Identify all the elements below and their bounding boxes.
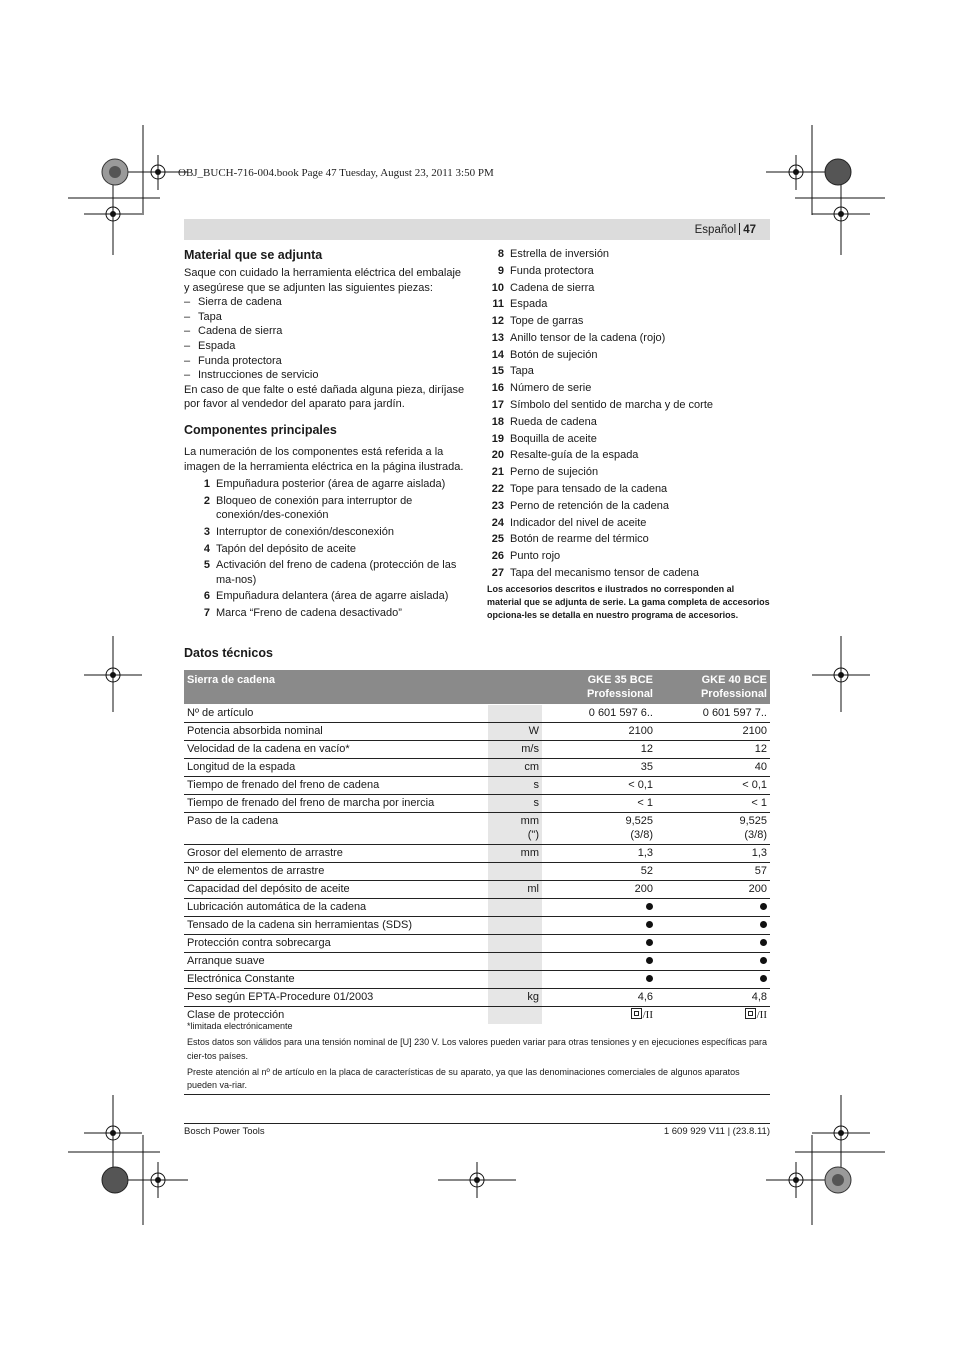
components-list-right bbox=[487, 247, 771, 580]
component-text: Empuñadura delantera (área de agarre aislada) bbox=[216, 590, 449, 603]
component-text: Marca “Freno de cadena desactivado” bbox=[216, 606, 402, 619]
header-separator bbox=[739, 223, 740, 235]
component-text: Perno de retención de la cadena bbox=[510, 499, 670, 512]
component-number: 25 bbox=[491, 533, 504, 546]
table-row bbox=[184, 899, 770, 917]
row-value-2: 57 bbox=[656, 863, 770, 881]
header-model-1: GKE 35 BCE Professional bbox=[542, 670, 656, 705]
component-text: Cadena de sierra bbox=[510, 281, 595, 294]
list-item-text: Sierra de cadena bbox=[198, 296, 282, 309]
row-label: Protección contra sobrecarga bbox=[184, 935, 488, 953]
component-number: 2 bbox=[203, 494, 210, 507]
component-number: 11 bbox=[492, 298, 504, 311]
component-number: 23 bbox=[491, 499, 504, 512]
language-label: Español bbox=[694, 224, 737, 236]
table-row bbox=[184, 989, 770, 1007]
component-text: Interruptor de conexión/desconexión bbox=[216, 525, 394, 538]
row-value-1: < 0,1 bbox=[542, 777, 656, 795]
components-intro: La numeración de los componentes está referida a la imagen de la herramienta eléctrica en la página ilustrada. bbox=[184, 445, 464, 473]
component-text: Punto rojo bbox=[510, 550, 561, 563]
row-unit: s bbox=[488, 777, 542, 795]
component-number: 24 bbox=[491, 516, 504, 529]
component-item bbox=[193, 477, 468, 492]
component-item bbox=[193, 606, 468, 621]
list-item-text: Tapa bbox=[198, 310, 222, 323]
row-value-1: < 1 bbox=[542, 795, 656, 813]
component-number: 4 bbox=[203, 542, 210, 555]
component-item bbox=[487, 516, 771, 531]
table-row bbox=[184, 881, 770, 899]
dash-bullet: – bbox=[184, 369, 191, 382]
row-value-1: 52 bbox=[542, 863, 656, 881]
row-value-1: 0 601 597 6.. bbox=[542, 705, 656, 723]
protection-class-icon bbox=[745, 1008, 756, 1019]
dash-bullet: – bbox=[184, 325, 191, 338]
component-item bbox=[487, 247, 771, 262]
table-row bbox=[184, 845, 770, 863]
row-value-2: 12 bbox=[656, 741, 770, 759]
row-label: Tiempo de frenado del freno de marcha por inercia bbox=[184, 795, 488, 813]
feature-dot bbox=[646, 975, 653, 982]
component-item bbox=[487, 465, 771, 480]
component-item bbox=[487, 499, 771, 514]
component-item bbox=[487, 432, 771, 447]
table-row bbox=[184, 863, 770, 881]
component-item bbox=[487, 566, 771, 581]
list-item bbox=[184, 368, 468, 383]
tech-note: Preste atención al nº de artículo en la placa de características de su aparato, ya que las denominaciones comerciales de algunos aparatos pueden va-riar. bbox=[187, 1066, 740, 1090]
row-label: Nº de artículo bbox=[184, 705, 488, 723]
material-title: Material que se adjunta bbox=[184, 248, 323, 262]
component-item bbox=[487, 448, 771, 463]
row-value-1 bbox=[542, 971, 656, 989]
component-number: 7 bbox=[203, 606, 210, 619]
feature-dot bbox=[760, 975, 767, 982]
component-number: 16 bbox=[491, 382, 504, 395]
component-text: Resalte-guía de la espada bbox=[510, 449, 639, 462]
row-unit bbox=[488, 863, 542, 881]
component-number: 26 bbox=[491, 550, 504, 563]
footer-rule bbox=[184, 1123, 770, 1124]
row-unit: kg bbox=[488, 989, 542, 1007]
row-value-2 bbox=[656, 971, 770, 989]
table-row bbox=[184, 795, 770, 813]
component-number: 20 bbox=[491, 449, 504, 462]
row-label: Capacidad del depósito de aceite bbox=[184, 881, 488, 899]
row-value-2 bbox=[656, 935, 770, 953]
list-item bbox=[184, 339, 468, 354]
feature-dot bbox=[646, 939, 653, 946]
row-unit bbox=[488, 917, 542, 935]
dash-bullet: – bbox=[184, 310, 191, 323]
row-value-2: 0 601 597 7.. bbox=[656, 705, 770, 723]
row-value-2: 2100 bbox=[656, 723, 770, 741]
row-value-1 bbox=[542, 899, 656, 917]
row-unit bbox=[488, 971, 542, 989]
table-row bbox=[184, 759, 770, 777]
row-label: Tiempo de frenado del freno de cadena bbox=[184, 777, 488, 795]
accessory-note: Los accesorios descritos e ilustrados no corresponden al material que se adjunta de serie. La gama completa de accesorios opciona-les se detalla en nuestro programa de accesorios. bbox=[487, 583, 770, 620]
component-text: Botón de sujeción bbox=[510, 348, 598, 361]
feature-dot bbox=[646, 903, 653, 910]
row-value-2: 9,525 (3/8) bbox=[656, 813, 770, 845]
component-text: Tope de garras bbox=[510, 315, 584, 328]
component-item bbox=[193, 542, 468, 557]
component-text: Número de serie bbox=[510, 382, 592, 395]
feature-dot bbox=[760, 903, 767, 910]
component-item bbox=[487, 532, 771, 547]
component-number: 15 bbox=[491, 365, 504, 378]
list-item-text: Instrucciones de servicio bbox=[198, 369, 319, 382]
row-value-1: 4,6 bbox=[542, 989, 656, 1007]
component-item bbox=[487, 482, 771, 497]
row-label: Grosor del elemento de arrastre bbox=[184, 845, 488, 863]
component-number: 13 bbox=[491, 331, 504, 344]
row-value-1: 12 bbox=[542, 741, 656, 759]
component-item bbox=[487, 381, 771, 396]
row-value-2: 40 bbox=[656, 759, 770, 777]
component-number: 12 bbox=[491, 315, 504, 328]
list-item bbox=[184, 354, 468, 369]
row-value-1: 35 bbox=[542, 759, 656, 777]
component-number: 21 bbox=[491, 466, 504, 479]
row-value-1: 1,3 bbox=[542, 845, 656, 863]
list-item bbox=[184, 324, 468, 339]
component-item bbox=[487, 549, 771, 564]
components-list-left bbox=[184, 477, 468, 620]
component-item bbox=[193, 558, 468, 587]
footer-doc-code: 1 609 929 V11 | (23.8.11) bbox=[663, 1126, 770, 1137]
component-item bbox=[487, 297, 771, 312]
row-value-2: 1,3 bbox=[656, 845, 770, 863]
component-text: Tapa bbox=[510, 365, 534, 378]
row-unit bbox=[488, 705, 542, 723]
dash-bullet: – bbox=[184, 296, 191, 309]
component-text: Estrella de inversión bbox=[510, 248, 610, 260]
material-outro: En caso de que falte o esté dañada alguna pieza, diríjase por favor al vendedor del aparato para jardín. bbox=[184, 383, 465, 411]
component-number: 27 bbox=[491, 566, 504, 579]
component-number: 5 bbox=[203, 559, 210, 572]
list-item-text: Cadena de sierra bbox=[198, 325, 283, 338]
material-intro: Saque con cuidado la herramienta eléctrica del embalaje y asegúrese que se adjunten las siguientes piezas: bbox=[184, 267, 462, 294]
component-item bbox=[193, 494, 468, 523]
table-row bbox=[184, 813, 770, 845]
component-number: 22 bbox=[491, 482, 504, 495]
header-label: Sierra de cadena bbox=[184, 670, 488, 705]
feature-dot bbox=[760, 921, 767, 928]
page-number: 47 bbox=[743, 224, 756, 236]
list-item bbox=[184, 310, 468, 325]
component-number: 10 bbox=[491, 281, 504, 294]
component-text: Empuñadura posterior (área de agarre aislada) bbox=[216, 478, 446, 491]
component-number: 1 bbox=[203, 478, 210, 491]
row-label: Tensado de la cadena sin herramientas (SDS) bbox=[184, 917, 488, 935]
row-label: Peso según EPTA-Procedure 01/2003 bbox=[184, 989, 488, 1007]
component-number: 9 bbox=[497, 264, 504, 277]
table-row bbox=[184, 971, 770, 989]
print-job-header: OBJ_BUCH-716-004.book Page 47 Tuesday, August 23, 2011 3:50 PM bbox=[178, 167, 494, 179]
component-text: Anillo tensor de la cadena (rojo) bbox=[510, 331, 666, 344]
page-header-bar bbox=[184, 219, 770, 240]
table-row bbox=[184, 777, 770, 795]
row-label: Longitud de la espada bbox=[184, 759, 488, 777]
row-value-2: 4,8 bbox=[656, 989, 770, 1007]
component-text: Espada bbox=[510, 298, 548, 311]
component-text: Perno de sujeción bbox=[510, 466, 599, 479]
component-text: Botón de rearme del térmico bbox=[510, 533, 649, 546]
component-text: Boquilla de aceite bbox=[510, 432, 597, 445]
list-item-text: Funda protectora bbox=[198, 354, 282, 367]
feature-dot bbox=[760, 939, 767, 946]
row-value-1 bbox=[542, 935, 656, 953]
tech-data-table bbox=[184, 670, 770, 1024]
table-header-row bbox=[184, 670, 770, 705]
row-label: Clase de protección bbox=[187, 1009, 285, 1021]
component-number: 19 bbox=[491, 432, 504, 445]
component-number: 18 bbox=[491, 415, 504, 428]
row-label: Arranque suave bbox=[184, 953, 488, 971]
row-value-1 bbox=[542, 953, 656, 971]
list-item-text: Espada bbox=[198, 339, 236, 352]
component-item bbox=[487, 264, 771, 279]
row-unit: m/s bbox=[488, 741, 542, 759]
row-label: Nº de elementos de arrastre bbox=[184, 863, 488, 881]
component-text: Bloqueo de conexión para interruptor de conexión/des-conexión bbox=[216, 494, 413, 522]
component-text: Funda protectora bbox=[510, 264, 594, 277]
tech-data-title: Datos técnicos bbox=[184, 646, 273, 660]
material-list bbox=[184, 295, 468, 383]
row-value-1: /II bbox=[542, 1007, 656, 1025]
component-item bbox=[193, 525, 468, 540]
component-item bbox=[487, 314, 771, 329]
row-unit bbox=[488, 899, 542, 917]
row-unit bbox=[488, 953, 542, 971]
feature-dot bbox=[646, 957, 653, 964]
row-value-2: < 1 bbox=[656, 795, 770, 813]
component-item bbox=[487, 398, 771, 413]
tech-notes bbox=[187, 1036, 769, 1095]
component-item bbox=[487, 364, 771, 379]
component-text: Tapa del mecanismo tensor de cadena bbox=[510, 566, 699, 579]
dash-bullet: – bbox=[184, 339, 191, 352]
row-unit: mm bbox=[488, 845, 542, 863]
row-value-2: 200 bbox=[656, 881, 770, 899]
row-label: Paso de la cadena bbox=[184, 813, 488, 845]
component-item bbox=[487, 415, 771, 430]
component-number: 6 bbox=[203, 590, 210, 603]
row-value-1: 200 bbox=[542, 881, 656, 899]
row-label: Lubricación automática de la cadena bbox=[184, 899, 488, 917]
row-value-2: /II bbox=[656, 1007, 770, 1025]
component-number: 14 bbox=[491, 348, 504, 361]
component-number: 8 bbox=[497, 248, 504, 260]
table-footnote: *limitada electrónicamente bbox=[187, 1021, 293, 1031]
header-model-2: GKE 40 BCE Professional bbox=[656, 670, 770, 705]
row-label: Electrónica Constante bbox=[184, 971, 488, 989]
dash-bullet: – bbox=[184, 354, 191, 367]
feature-dot bbox=[760, 957, 767, 964]
row-unit: W bbox=[488, 723, 542, 741]
table-row bbox=[184, 917, 770, 935]
row-unit: mm (") bbox=[488, 813, 542, 845]
row-value-2 bbox=[656, 917, 770, 935]
component-text: Tope para tensado de la cadena bbox=[510, 482, 668, 495]
page-header-text bbox=[695, 223, 756, 236]
component-item bbox=[487, 331, 771, 346]
left-column bbox=[184, 247, 468, 622]
header-unit bbox=[488, 670, 542, 705]
component-text: Símbolo del sentido de marcha y de corte bbox=[510, 399, 714, 412]
row-unit bbox=[488, 1007, 542, 1025]
row-value-2 bbox=[656, 953, 770, 971]
row-value-2: < 0,1 bbox=[656, 777, 770, 795]
component-number: 3 bbox=[203, 525, 210, 538]
row-label: Velocidad de la cadena en vacío* bbox=[184, 741, 488, 759]
section-divider bbox=[184, 1094, 770, 1095]
component-text: Rueda de cadena bbox=[510, 415, 597, 428]
component-text: Tapón del depósito de aceite bbox=[216, 542, 357, 555]
protection-class-icon bbox=[631, 1008, 642, 1019]
footer-brand: Bosch Power Tools bbox=[184, 1126, 265, 1137]
list-item bbox=[184, 295, 468, 310]
feature-dot bbox=[646, 921, 653, 928]
component-item bbox=[487, 348, 771, 363]
component-number: 17 bbox=[491, 399, 504, 412]
component-text: Activación del freno de cadena (protección de las ma-nos) bbox=[216, 559, 457, 586]
component-text: Indicador del nivel de aceite bbox=[510, 516, 647, 529]
row-unit: s bbox=[488, 795, 542, 813]
table-row bbox=[184, 741, 770, 759]
component-item bbox=[487, 281, 771, 296]
row-label: Potencia absorbida nominal bbox=[184, 723, 488, 741]
row-unit: cm bbox=[488, 759, 542, 777]
row-unit bbox=[488, 935, 542, 953]
row-value-1: 9,525 (3/8) bbox=[542, 813, 656, 845]
component-item bbox=[193, 589, 468, 604]
row-value-1: 2100 bbox=[542, 723, 656, 741]
table-row bbox=[184, 723, 770, 741]
table-row bbox=[184, 953, 770, 971]
tech-note: Estos datos son válidos para una tensión nominal de [U] 230 V. Los valores pueden variar para otras tensiones y en ejecuciones específicas para cier-tos países. bbox=[187, 1037, 768, 1061]
right-column bbox=[487, 247, 771, 622]
row-unit: ml bbox=[488, 881, 542, 899]
row-value-1 bbox=[542, 917, 656, 935]
row-value-2 bbox=[656, 899, 770, 917]
components-title: Componentes principales bbox=[184, 422, 337, 437]
table-row bbox=[184, 935, 770, 953]
table-row bbox=[184, 705, 770, 723]
